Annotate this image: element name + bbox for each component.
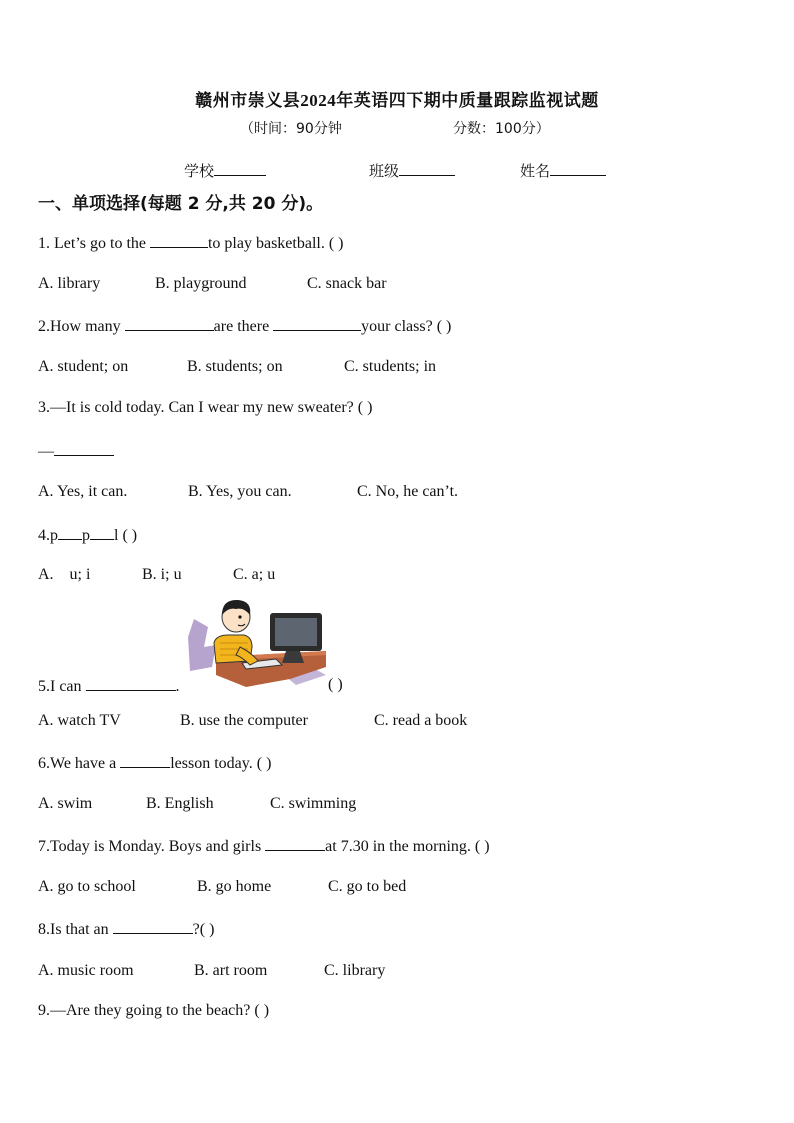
q2-option-c[interactable]: C. students; in: [344, 358, 437, 375]
school-field: [184, 160, 266, 181]
q8-option-a[interactable]: A. music room: [38, 962, 134, 979]
q7-blank[interactable]: [265, 836, 325, 851]
q7-option-a[interactable]: A. go to school: [38, 878, 136, 895]
q1-option-a[interactable]: A. library: [38, 275, 101, 292]
q4-option-b[interactable]: B. i; u: [142, 566, 182, 583]
class-field: [369, 160, 455, 181]
question-4: [38, 525, 137, 545]
q2-blank-2[interactable]: [273, 316, 361, 331]
q8-stem-end: ?( ): [192, 921, 215, 938]
q6-option-c[interactable]: C. swimming: [270, 795, 357, 812]
school-label: 学校: [184, 162, 215, 180]
q8-stem: 8.Is that an: [38, 921, 113, 938]
q2-stem-mid: are there: [213, 318, 274, 335]
q1-option-c[interactable]: C. snack bar: [307, 275, 387, 292]
page-title: 赣州市崇义县2024年英语四下期中质量跟踪监视试题: [195, 91, 599, 110]
q5-answer-paren: ( ): [328, 676, 343, 693]
q3-answer-line: [38, 441, 114, 461]
q5-stem: 5.I can: [38, 678, 86, 695]
q2-option-b[interactable]: B. students; on: [187, 358, 283, 375]
q1-stem: 1. Let’s go to the: [38, 235, 150, 252]
name-field: [520, 160, 606, 181]
q4-option-a[interactable]: A. u; i: [38, 566, 91, 583]
q2-stem-end: your class? ( ): [361, 318, 452, 335]
q7-option-c[interactable]: C. go to bed: [328, 878, 407, 895]
q5-blank[interactable]: [86, 676, 176, 691]
section-title: 一、单项选择(每题 2 分,共 20 分)。: [38, 194, 324, 214]
q6-stem: 6.We have a: [38, 755, 121, 772]
class-label: 班级: [369, 162, 400, 180]
q7-stem: 7.Today is Monday. Boys and girls: [38, 838, 266, 855]
name-label: 姓名: [520, 162, 551, 180]
q3-option-c[interactable]: C. No, he can’t.: [357, 483, 459, 500]
q8-blank[interactable]: [113, 919, 193, 934]
q6-option-b[interactable]: B. English: [146, 795, 214, 812]
q6-blank[interactable]: [120, 753, 170, 768]
q1-blank[interactable]: [150, 233, 208, 248]
q4-blank-2[interactable]: [90, 525, 114, 540]
question-5: [38, 676, 180, 696]
q7-option-b[interactable]: B. go home: [197, 878, 272, 895]
question-2: [38, 316, 451, 336]
q8-option-c[interactable]: C. library: [324, 962, 386, 979]
name-blank[interactable]: [550, 161, 606, 176]
q4-option-c[interactable]: C. a; u: [233, 566, 276, 583]
q3-option-a[interactable]: A. Yes, it can.: [38, 483, 128, 500]
q3-dash: —: [38, 443, 54, 460]
q6-stem-end: lesson today. ( ): [170, 755, 272, 772]
q2-blank-1[interactable]: [125, 316, 214, 331]
q2-stem: 2.How many: [38, 318, 125, 335]
q3-option-b[interactable]: B. Yes, you can.: [188, 483, 292, 500]
boy-using-computer-illustration: [186, 597, 328, 689]
q1-stem-end: to play basketball. ( ): [207, 235, 344, 252]
q3-blank[interactable]: [54, 441, 114, 456]
question-1: [38, 233, 344, 253]
q6-option-a[interactable]: A. swim: [38, 795, 93, 812]
question-8: [38, 919, 214, 939]
q7-stem-end: at 7.30 in the morning. ( ): [325, 838, 490, 855]
q1-option-b[interactable]: B. playground: [155, 275, 247, 292]
q5-stem-end: .: [175, 678, 180, 695]
class-blank[interactable]: [399, 161, 455, 176]
q4-part2: p: [82, 527, 90, 544]
q5-option-b[interactable]: B. use the computer: [180, 712, 308, 729]
q2-option-a[interactable]: A. student; on: [38, 358, 129, 375]
question-7: [38, 836, 490, 856]
question-9: 9.—Are they going to the beach? ( ): [38, 1002, 270, 1019]
q4-blank-1[interactable]: [58, 525, 82, 540]
exam-time: （时间：90分钟: [240, 121, 342, 137]
school-blank[interactable]: [214, 161, 266, 176]
q5-option-a[interactable]: A. watch TV: [38, 712, 121, 729]
q4-part3: l ( ): [114, 527, 138, 544]
question-6: [38, 753, 271, 773]
q8-option-b[interactable]: B. art room: [194, 962, 268, 979]
q4-part1: 4.p: [38, 527, 58, 544]
exam-score: 分数：100分）: [453, 121, 550, 137]
question-3: 3.—It is cold today. Can I wear my new sweater? ( ): [38, 399, 373, 416]
q5-option-c[interactable]: C. read a book: [374, 712, 468, 729]
